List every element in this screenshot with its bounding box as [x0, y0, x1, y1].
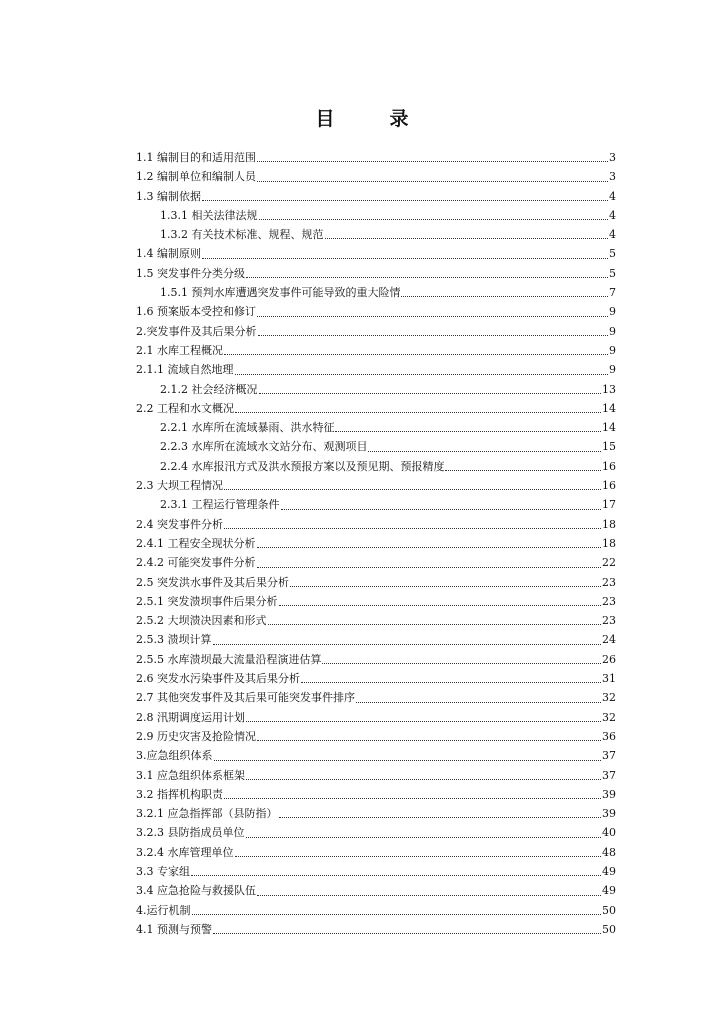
toc-entry[interactable] [136, 380, 616, 399]
toc-entry-title: 2.4 突发事件分析 [136, 517, 223, 531]
toc-entry-title: 1.5 突发事件分类分级 [136, 266, 245, 280]
toc-dot-leader [192, 914, 602, 915]
toc-entry-title: 4.运行机制 [136, 903, 191, 917]
toc-entry-page-number: 49 [602, 884, 616, 898]
toc-entry[interactable] [136, 437, 616, 456]
toc-entry[interactable] [136, 167, 616, 186]
toc-entry-page-number: 39 [602, 807, 616, 821]
toc-entry-page-number: 4 [609, 208, 616, 222]
toc-dot-leader [257, 161, 608, 162]
toc-dot-leader [191, 875, 601, 876]
toc-entry[interactable] [136, 534, 616, 553]
toc-entry-page-number: 23 [602, 614, 616, 628]
toc-entry[interactable] [136, 360, 616, 379]
toc-dot-leader [246, 779, 601, 780]
toc-dot-leader [213, 933, 601, 934]
toc-entry-title: 2.4.2 可能突发事件分析 [136, 556, 256, 570]
toc-entry[interactable] [136, 766, 616, 785]
toc-entry-page-number: 31 [602, 672, 616, 686]
toc-entry-title: 2.1.1 流域自然地理 [136, 363, 234, 377]
toc-entry-page-number: 18 [602, 517, 616, 531]
toc-entry-page-number: 5 [609, 266, 616, 280]
toc-dot-leader [224, 489, 601, 490]
toc-entry[interactable] [136, 187, 616, 206]
toc-entry[interactable] [136, 322, 616, 341]
toc-entry-title: 2.5.5 水库溃坝最大流量沿程演进估算 [136, 652, 322, 666]
toc-dot-leader [259, 393, 602, 394]
toc-entry-title: 3.2 指挥机构职责 [136, 787, 223, 801]
toc-entry-title: 2.5 突发洪水事件及其后果分析 [136, 575, 289, 589]
toc-entry-page-number: 37 [602, 749, 616, 763]
toc-dot-leader [322, 663, 601, 664]
toc-entry-title: 4.1 预测与预警 [136, 922, 212, 936]
toc-entry-title: 2.2.4 水库报汛方式及洪水预报方案以及预见期、预报精度 [160, 459, 445, 473]
toc-entry-title: 1.1 编制目的和适用范围 [136, 151, 256, 164]
toc-dot-leader [445, 470, 601, 471]
toc-entry[interactable] [136, 862, 616, 881]
table-of-contents [136, 148, 616, 939]
toc-entry[interactable] [136, 244, 616, 263]
toc-entry[interactable] [136, 495, 616, 514]
toc-entry-page-number: 39 [602, 787, 616, 801]
toc-dot-leader [246, 837, 602, 838]
toc-entry[interactable] [136, 476, 616, 495]
toc-entry[interactable] [136, 592, 616, 611]
toc-entry-page-number: 32 [602, 710, 616, 724]
toc-entry-page-number: 32 [602, 691, 616, 705]
toc-dot-leader [224, 798, 601, 799]
toc-dot-leader [279, 817, 602, 818]
toc-entry-title: 3.1 应急组织体系框架 [136, 768, 245, 782]
toc-dot-leader [281, 509, 602, 510]
toc-entry-page-number: 15 [602, 440, 616, 454]
toc-entry-title: 3.2.1 应急指挥部（县防指） [136, 807, 278, 821]
toc-entry-title: 3.4 应急抢险与救援队伍 [136, 884, 256, 898]
toc-entry[interactable] [136, 206, 616, 225]
toc-dot-leader [235, 856, 602, 857]
toc-entry-title: 2.9 历史灾害及抢险情况 [136, 729, 256, 743]
toc-entry[interactable] [136, 264, 616, 283]
toc-entry-title: 3.应急组织体系 [136, 749, 213, 763]
toc-entry-title: 2.突发事件及其后果分析 [136, 324, 257, 338]
toc-entry[interactable] [136, 418, 616, 437]
toc-entry[interactable] [136, 611, 616, 630]
toc-entry-page-number: 9 [609, 363, 616, 377]
toc-dot-leader [257, 547, 602, 548]
toc-dot-leader [268, 624, 602, 625]
toc-entry-page-number: 50 [602, 922, 616, 936]
toc-entry[interactable] [136, 399, 616, 418]
toc-entry-title: 1.5.1 预判水库遭遇突发事件可能导致的重大险情 [160, 286, 401, 300]
toc-entry-page-number: 14 [602, 421, 616, 435]
toc-entry[interactable] [136, 650, 616, 669]
toc-entry-page-number: 18 [602, 536, 616, 550]
toc-entry[interactable] [136, 920, 616, 939]
toc-entry-page-number: 9 [609, 343, 616, 357]
toc-entry-page-number: 13 [602, 382, 616, 396]
toc-entry[interactable] [136, 148, 616, 167]
toc-entry[interactable] [136, 225, 616, 244]
toc-entry-title: 2.8 汛期调度运用计划 [136, 710, 245, 724]
toc-entry-page-number: 9 [609, 305, 616, 319]
toc-entry-page-number: 40 [602, 826, 616, 840]
toc-entry-page-number: 23 [602, 575, 616, 589]
page-title: 目 录 [315, 108, 427, 130]
toc-entry-title: 2.4.1 工程安全现状分析 [136, 536, 256, 550]
toc-entry-title: 1.4 编制原则 [136, 247, 201, 261]
toc-entry-page-number: 3 [609, 170, 616, 184]
toc-entry[interactable] [136, 727, 616, 746]
toc-dot-leader [290, 586, 601, 587]
toc-dot-leader [202, 258, 608, 259]
toc-entry-title: 2.5.1 突发溃坝事件后果分析 [136, 594, 278, 608]
toc-dot-leader [335, 431, 601, 432]
toc-dot-leader [246, 277, 608, 278]
toc-entry[interactable] [136, 630, 616, 649]
toc-dot-leader [213, 644, 602, 645]
toc-entry-page-number: 9 [609, 324, 616, 338]
toc-entry[interactable] [136, 283, 616, 302]
toc-entry-title: 2.7 其他突发事件及其后果可能突发事件排序 [136, 691, 355, 705]
toc-entry-page-number: 7 [609, 286, 616, 300]
toc-dot-leader [235, 412, 601, 413]
toc-entry-page-number: 23 [602, 594, 616, 608]
toc-entry-title: 3.3 专家组 [136, 864, 190, 878]
toc-entry[interactable] [136, 708, 616, 727]
toc-dot-leader [257, 895, 601, 896]
toc-dot-leader [257, 181, 608, 182]
toc-entry[interactable] [136, 573, 616, 592]
toc-dot-leader [301, 682, 601, 683]
toc-entry-title: 2.2.1 水库所在流域暴雨、洪水特征 [160, 421, 335, 435]
toc-entry-title: 1.3 编制依据 [136, 189, 201, 203]
toc-entry[interactable] [136, 901, 616, 920]
toc-entry-title: 2.2.3 水库所在流域水文站分布、观测项目 [160, 440, 368, 454]
toc-dot-leader [214, 760, 602, 761]
toc-entry[interactable] [136, 302, 616, 321]
toc-entry-page-number: 24 [602, 633, 616, 647]
toc-entry-title: 3.2.4 水库管理单位 [136, 845, 234, 859]
toc-dot-leader [246, 721, 601, 722]
toc-entry-page-number: 16 [602, 459, 616, 473]
toc-entry-page-number: 50 [602, 903, 616, 917]
toc-dot-leader [257, 316, 608, 317]
toc-entry-title: 2.3 大坝工程情况 [136, 479, 223, 493]
toc-entry-title: 3.2.3 县防指成员单位 [136, 826, 245, 840]
toc-dot-leader [224, 354, 608, 355]
toc-dot-leader [325, 238, 609, 239]
toc-entry-title: 2.3.1 工程运行管理条件 [160, 498, 280, 512]
toc-entry[interactable] [136, 669, 616, 688]
toc-dot-leader [257, 740, 601, 741]
toc-entry-title: 1.2 编制单位和编制人员 [136, 170, 256, 184]
toc-entry-title: 2.5.2 大坝溃决因素和形式 [136, 614, 267, 628]
toc-dot-leader [235, 374, 609, 375]
toc-entry-page-number: 26 [602, 652, 616, 666]
toc-entry-page-number: 22 [602, 556, 616, 570]
toc-entry[interactable] [136, 804, 616, 823]
toc-entry-page-number: 4 [609, 228, 616, 242]
toc-entry-title: 2.2 工程和水文概况 [136, 401, 234, 415]
toc-dot-leader [401, 296, 608, 297]
toc-entry-page-number: 4 [609, 189, 616, 203]
toc-entry[interactable] [136, 515, 616, 534]
toc-entry-page-number: 48 [602, 845, 616, 859]
toc-entry[interactable] [136, 688, 616, 707]
toc-dot-leader [202, 200, 608, 201]
toc-entry-page-number: 3 [609, 151, 616, 164]
toc-dot-leader [368, 451, 601, 452]
toc-entry-page-number: 37 [602, 768, 616, 782]
toc-dot-leader [279, 605, 602, 606]
toc-entry-title: 1.3.2 有关技术标准、规程、规范 [160, 228, 324, 242]
toc-entry[interactable] [136, 785, 616, 804]
toc-entry-page-number: 49 [602, 864, 616, 878]
toc-entry[interactable] [136, 457, 616, 476]
toc-entry[interactable] [136, 881, 616, 900]
toc-entry[interactable] [136, 553, 616, 572]
toc-entry-page-number: 36 [602, 729, 616, 743]
toc-entry-page-number: 14 [602, 401, 616, 415]
toc-dot-leader [356, 702, 601, 703]
toc-dot-leader [257, 567, 602, 568]
toc-entry-page-number: 16 [602, 479, 616, 493]
toc-entry-title: 2.5.3 溃坝计算 [136, 633, 212, 647]
toc-entry[interactable] [136, 746, 616, 765]
toc-dot-leader [224, 528, 601, 529]
toc-dot-leader [259, 219, 609, 220]
toc-entry-title: 2.6 突发水污染事件及其后果分析 [136, 672, 300, 686]
toc-entry[interactable] [136, 341, 616, 360]
toc-entry-title: 1.6 预案版本受控和修订 [136, 305, 256, 319]
toc-entry-page-number: 17 [602, 498, 616, 512]
toc-entry-page-number: 5 [609, 247, 616, 261]
toc-entry-title: 2.1.2 社会经济概况 [160, 382, 258, 396]
toc-entry-title: 2.1 水库工程概况 [136, 343, 223, 357]
toc-entry[interactable] [136, 823, 616, 842]
toc-entry-title: 1.3.1 相关法律法规 [160, 208, 258, 222]
toc-entry[interactable] [136, 843, 616, 862]
toc-dot-leader [258, 335, 609, 336]
